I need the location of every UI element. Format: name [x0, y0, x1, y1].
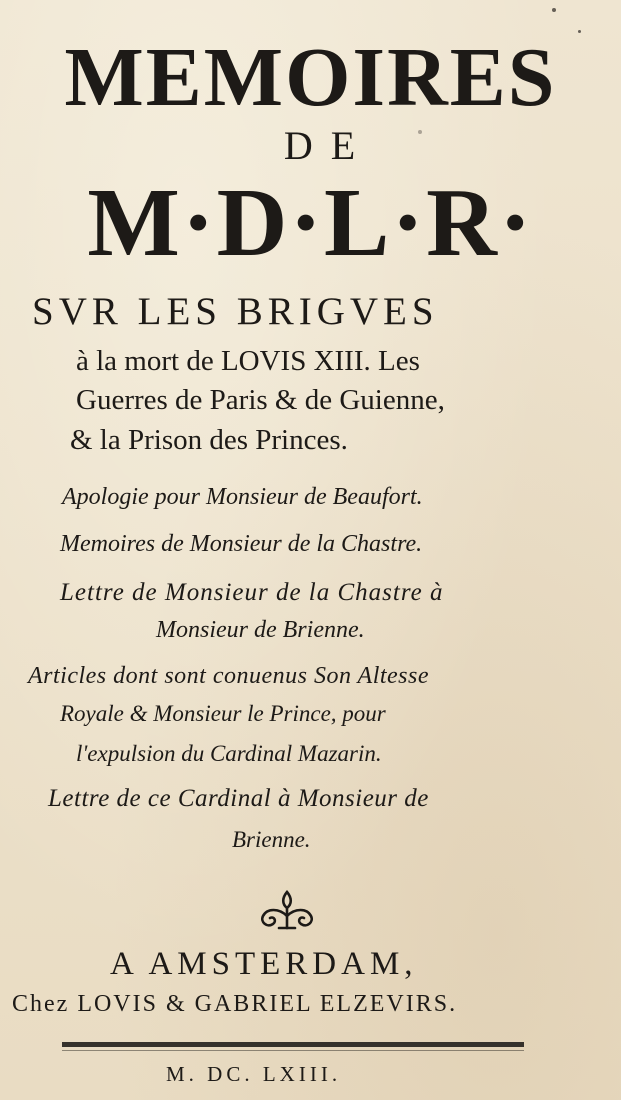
- fleuron-ornament-icon: [255, 888, 319, 932]
- contents-line-9: Brienne.: [232, 827, 311, 852]
- imprint-printer: Chez LOVIS & GABRIEL ELZEVIRS.: [12, 991, 458, 1017]
- imprint-rule-thin: [62, 1050, 524, 1051]
- contents-line-3: Lettre de Monsieur de la Chastre à: [60, 579, 444, 606]
- publication-date: M. DC. LXIII.: [166, 1062, 342, 1086]
- ink-speck: [418, 130, 422, 134]
- author-initials: M·D·L·R·: [87, 169, 534, 277]
- imprint-city: A AMSTERDAM,: [110, 946, 418, 982]
- book-title: MEMOIRES: [64, 31, 557, 124]
- contents-line-8: Lettre de ce Cardinal à Monsieur de: [48, 785, 429, 812]
- contents-line-2: Memoires de Monsieur de la Chastre.: [60, 531, 423, 557]
- subtitle-line-2: à la mort de LOVIS XIII. Les: [76, 345, 420, 377]
- title-preposition: DE: [283, 123, 374, 168]
- subtitle-line-3: Guerres de Paris & de Guienne,: [76, 384, 445, 416]
- ink-speck: [552, 8, 556, 12]
- ink-speck: [578, 30, 581, 33]
- subtitle-line-4: & la Prison des Princes.: [70, 424, 348, 456]
- contents-line-7: l'expulsion du Cardinal Mazarin.: [76, 741, 382, 766]
- contents-line-6: Royale & Monsieur le Prince, pour: [60, 701, 386, 726]
- imprint-rule: [62, 1042, 524, 1047]
- contents-line-5: Articles dont sont conuenus Son Altesse: [28, 663, 430, 689]
- contents-line-1: Apologie pour Monsieur de Beaufort.: [62, 484, 423, 510]
- contents-line-4: Monsieur de Brienne.: [156, 617, 365, 643]
- subtitle-line-1: SVR LES BRIGVES: [32, 290, 439, 333]
